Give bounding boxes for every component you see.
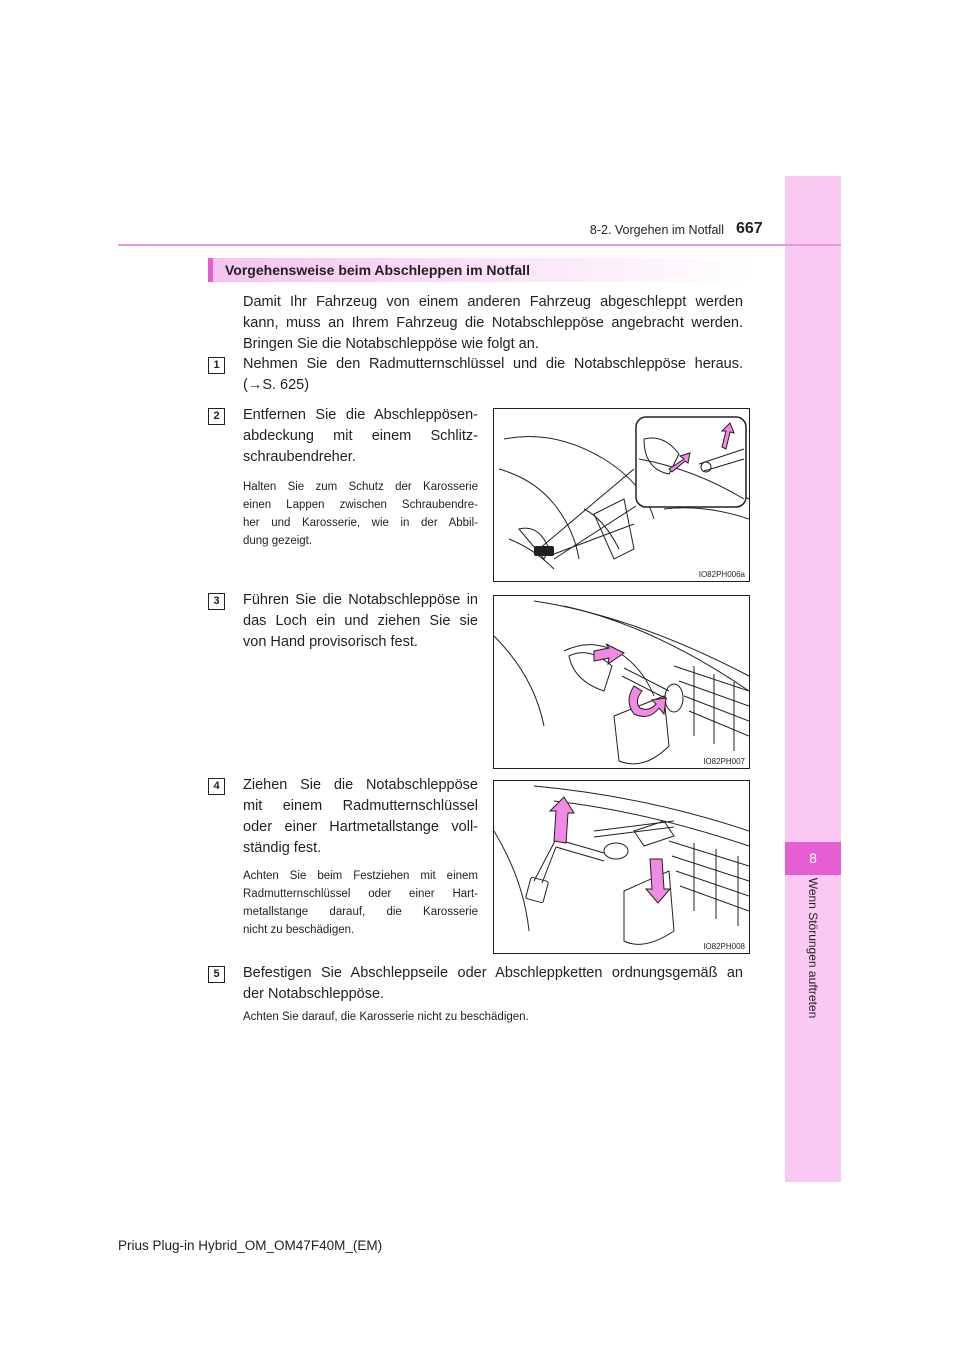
step-number-box: 2 xyxy=(208,408,225,425)
car-bumper-illustration xyxy=(494,409,750,582)
step-2-text xyxy=(243,405,478,468)
figure-insert-eyelet xyxy=(493,595,750,769)
step-line: Entfernen Sie die Abschleppösen- xyxy=(243,407,478,423)
chapter-title-vertical xyxy=(798,877,828,1019)
step-line: oder einer Hartmetallstange voll- xyxy=(243,819,478,835)
step-4-note xyxy=(243,867,478,939)
note-line: Achten Sie darauf, die Karosserie nicht zu beschädigen. xyxy=(243,1011,529,1023)
step-3-text xyxy=(243,590,478,653)
step-number-box: 1 xyxy=(208,357,225,374)
step-line: das Loch ein und ziehen Sie sie xyxy=(243,613,478,629)
step-number-box: 3 xyxy=(208,593,225,610)
intro-line: Bringen Sie die Notabschleppöse wie folgt an. xyxy=(243,336,539,352)
step-5-note xyxy=(243,1008,743,1026)
step-line: Nehmen Sie den Radmutternschlüssel und die Notabschleppöse heraus. xyxy=(243,356,743,372)
step-number-box: 4 xyxy=(208,778,225,795)
note-line: Radmutternschlüssel oder einer Hart- xyxy=(243,888,478,900)
chapter-number: 8 xyxy=(785,842,841,875)
cover-hole xyxy=(534,546,554,556)
step-line: ständig fest. xyxy=(243,840,322,856)
step-4-text xyxy=(243,775,478,859)
step-line: abdeckung mit einem Schlitz- xyxy=(243,428,478,444)
step-1-text xyxy=(243,354,743,396)
step-5-text xyxy=(243,963,743,1005)
step-line: Führen Sie die Notabschleppöse in xyxy=(243,592,478,608)
step-line: von Hand provisorisch fest. xyxy=(243,634,418,650)
step-line: der Notabschleppöse. xyxy=(243,986,385,1002)
turn-up-arrow-icon xyxy=(550,797,574,843)
intro-line: kann, muss an Ihrem Fahrzeug die Notabschleppöse angebracht werden. xyxy=(243,315,743,331)
page-number: 667 xyxy=(736,220,763,237)
note-line: metallstange darauf, die Karosserie xyxy=(243,906,478,918)
figure-code: IO82PH008 xyxy=(703,942,745,951)
document-footer: Prius Plug-in Hybrid_OM_OM47F40M_(EM) xyxy=(118,1238,383,1253)
step-2-note xyxy=(243,478,478,550)
step-line: schraubendreher. xyxy=(243,449,356,465)
note-line: einen Lappen zwischen Schraubendre- xyxy=(243,499,478,511)
figure-code: IO82PH006a xyxy=(698,570,745,579)
note-line: dung gezeigt. xyxy=(243,535,313,547)
figure-remove-cover xyxy=(493,408,750,582)
chapter-side-tab xyxy=(785,176,841,1182)
chapter-title: Wenn Störungen auftreten xyxy=(806,877,820,1019)
figure-tighten-eyelet xyxy=(493,780,750,954)
running-header-section: 8-2. Vorgehen im Notfall xyxy=(589,223,724,237)
note-line: her und Karosserie, wie in der Abbil- xyxy=(243,517,478,529)
note-line: Halten Sie zum Schutz der Karosserie xyxy=(243,481,478,493)
step-number-box: 5 xyxy=(208,966,225,983)
step-line: Ziehen Sie die Notabschleppöse xyxy=(243,777,478,793)
push-arrow-icon xyxy=(594,644,624,664)
figure-code: IO82PH007 xyxy=(703,757,745,766)
note-line: Achten Sie beim Festziehen mit einem xyxy=(243,870,478,882)
section-heading: Vorgehensweise beim Abschleppen im Notfall xyxy=(225,262,530,278)
turn-down-arrow-icon xyxy=(646,859,670,903)
header-rule xyxy=(118,244,841,246)
section-heading-bar xyxy=(208,258,750,282)
step-line: mit einem Radmutternschlüssel xyxy=(243,798,478,814)
step-line: (→S. 625) xyxy=(243,377,310,393)
step-line: Befestigen Sie Abschleppseile oder Abschleppketten ordnungsgemäß an xyxy=(243,965,743,981)
rotate-arrow-icon xyxy=(629,686,666,716)
eyelet-insert-illustration xyxy=(494,596,750,769)
intro-line: Damit Ihr Fahrzeug von einem anderen Fahrzeug abgeschleppt werden xyxy=(243,294,743,310)
wrench-tighten-illustration xyxy=(494,781,750,954)
intro-paragraph xyxy=(243,292,743,355)
note-line: nicht zu beschädigen. xyxy=(243,924,355,936)
